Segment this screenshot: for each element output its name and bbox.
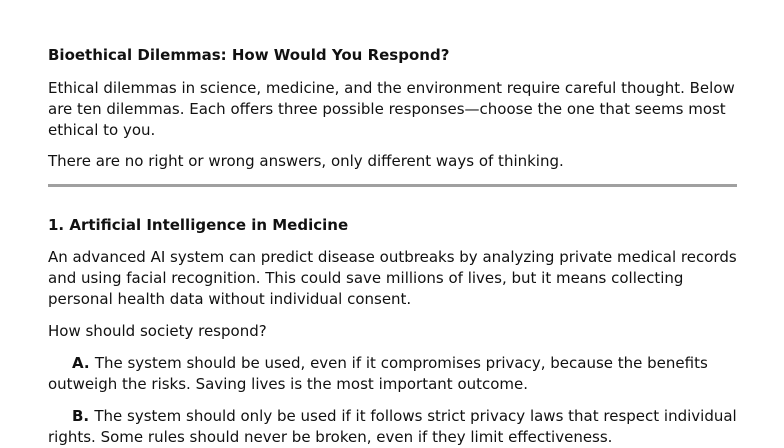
- option-a-text: The system should be used, even if it compromises privacy, because the benefits outweigh the risks. Saving lives is the most important outcome.: [48, 354, 708, 393]
- note-paragraph: There are no right or wrong answers, only different ways of thinking.: [48, 152, 564, 170]
- option-b-text: The system should only be used if it follows strict privacy laws that respect individual rights. Some rules should never be broken, even if they limit effectiveness.: [48, 407, 737, 446]
- dilemma-scenario: An advanced AI system can predict disease outbreaks by analyzing private medical records and using facial recognition. This could save millions of lives, but it means collecting personal health data without individual consent.: [48, 248, 737, 308]
- option-a-letter: A.: [72, 354, 95, 372]
- option-b-letter: B.: [72, 407, 95, 425]
- intro-paragraph: Ethical dilemmas in science, medicine, and the environment require careful thought. Below are ten dilemmas. Each offers three possible responses—choose the one that seems most ethical to you.: [48, 79, 735, 139]
- dilemma-heading: 1. Artificial Intelligence in Medicine: [48, 216, 349, 234]
- option-b: [48, 406, 738, 448]
- section-divider: [48, 184, 737, 187]
- document-title: Bioethical Dilemmas: How Would You Respond?: [48, 46, 450, 64]
- dilemma-question: How should society respond?: [48, 322, 267, 340]
- option-a: [48, 353, 738, 395]
